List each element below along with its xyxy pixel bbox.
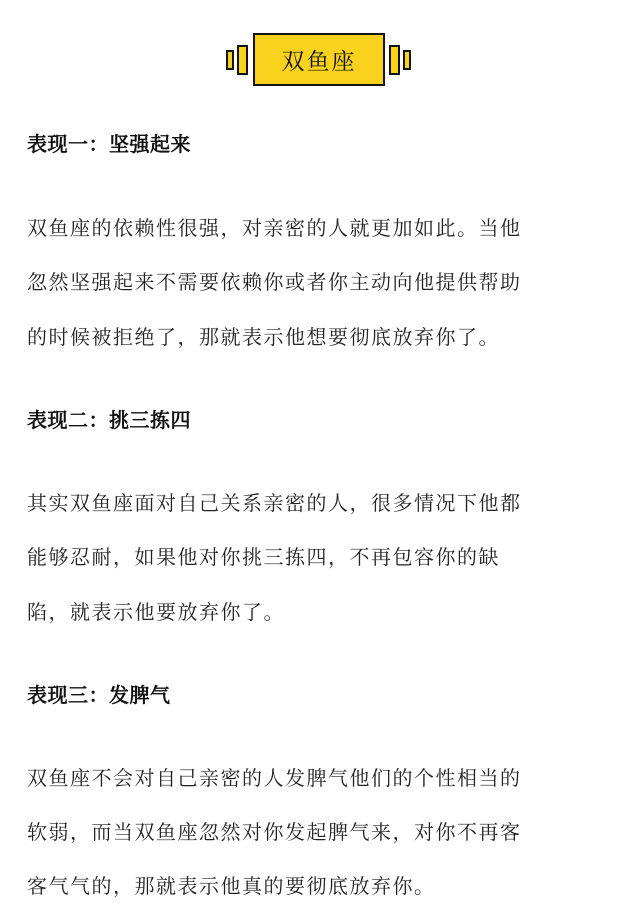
bar-ornament	[237, 45, 248, 75]
left-bar-decoration	[226, 45, 251, 75]
bar-ornament	[389, 45, 400, 75]
right-bar-decoration	[389, 45, 414, 75]
section-heading-2: 表现二：挑三拣四	[27, 408, 191, 432]
section-heading-3: 表现三：发脾气	[27, 683, 171, 707]
section-3-line-1: 双鱼座不会对自己亲密的人发脾气他们的个性相当的	[27, 766, 522, 790]
section-3-line-2: 软弱，而当双鱼座忽然对你发起脾气来，对你不再客	[27, 820, 522, 844]
section-1-line-3: 的时候被拒绝了，那就表示他想要彻底放弃你了。	[27, 325, 500, 349]
page-title: 双鱼座	[253, 33, 385, 86]
section-3-line-3: 客气气的，那就表示他真的要彻底放弃你。	[27, 874, 436, 898]
section-1-line-2: 忽然坚强起来不需要依赖你或者你主动向他提供帮助	[27, 270, 522, 294]
section-heading-1: 表现一：坚强起来	[27, 132, 191, 156]
title-banner	[0, 33, 639, 89]
bar-ornament	[226, 50, 234, 70]
section-2-line-1: 其实双鱼座面对自己关系亲密的人，很多情况下他都	[27, 491, 522, 515]
section-2-line-3: 陷，就表示他要放弃你了。	[27, 600, 285, 624]
section-1-line-1: 双鱼座的依赖性很强，对亲密的人就更加如此。当他	[27, 216, 522, 240]
section-2-line-2: 能够忍耐，如果他对你挑三拣四，不再包容你的缺	[27, 545, 500, 569]
bar-ornament	[403, 50, 411, 70]
